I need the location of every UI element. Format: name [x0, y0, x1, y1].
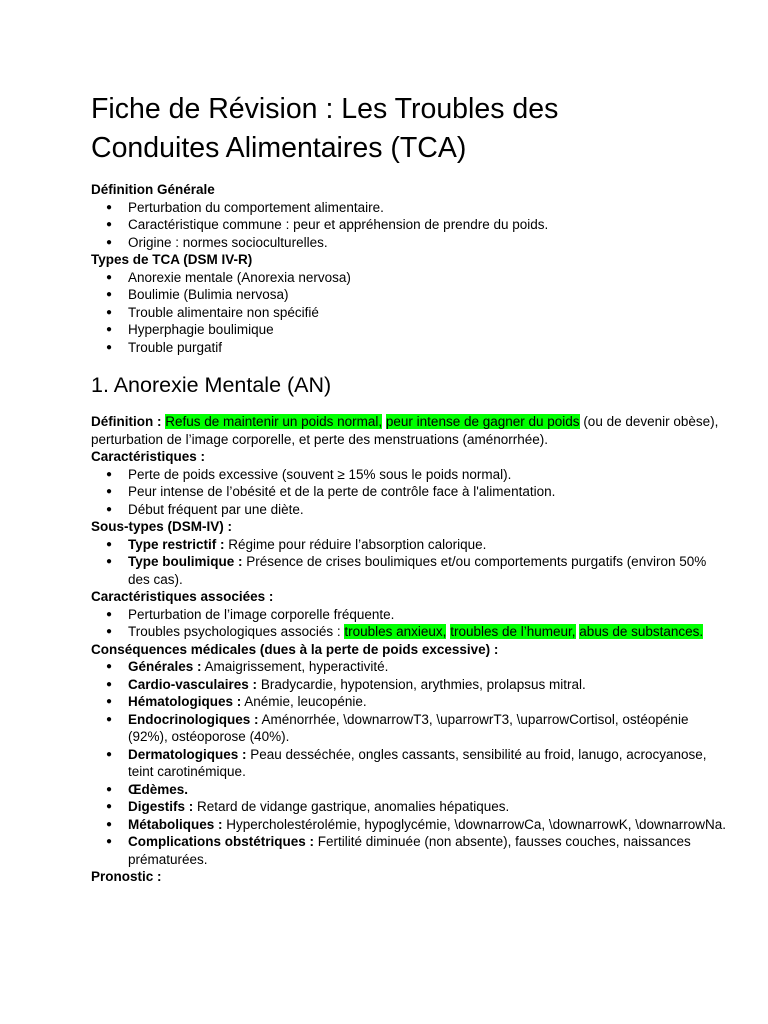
- bullet-icon: ●: [106, 219, 113, 230]
- bullet-icon: ●: [106, 486, 113, 497]
- bullet-icon: ●: [106, 324, 113, 335]
- bullet-icon: ●: [106, 289, 113, 300]
- list-item: ● Complications obstétriques : Fertilité diminuée (non absente), fausses couches, naissances prématurées.: [106, 834, 691, 867]
- bullet-icon: ●: [106, 678, 113, 690]
- list-item: ● Hyperphagie boulimique: [106, 322, 274, 337]
- list-item: ● Hématologiques : Anémie, leucopénie.: [106, 694, 367, 709]
- bullet-icon: ●: [106, 306, 113, 318]
- list-item: ● Perturbation de l’image corporelle fréquente.: [106, 606, 395, 622]
- list-item: ● Trouble alimentaire non spécifié: [106, 304, 319, 320]
- list-item: ● Métaboliques : Hypercholestérolémie, hypoglycémie, \downarrowCa, \downarrowK, \downarrowNa.: [106, 816, 726, 832]
- list-item: ● Type boulimique : Présence de crises boulimiques et/ou comportements purgatifs (environ 50% des cas).: [106, 554, 707, 587]
- section-anorexie-body: [91, 413, 731, 886]
- list-item: ● Digestifs : Retard de vidange gastrique, anomalies hépatiques.: [106, 799, 510, 814]
- list-item: ● Dermatologiques : Peau desséchée, ongles cassants, sensibilité au froid, lanugo, acrocyanose, teint carotinémique.: [106, 746, 707, 779]
- highlight: peur intense de gagner du poids: [385, 414, 580, 429]
- list-item: ● Endocrinologiques : Aménorrhée, \downarrowT3, \uparrowrT3, \uparrowCortisol, ostéopénie (92%), ostéoporose (40%).: [106, 711, 689, 744]
- types-tca-heading: Types de TCA (DSM IV-R): [91, 252, 253, 267]
- list-item: ● Début fréquent par une diète.: [106, 501, 304, 517]
- pronostic-heading: Pronostic :: [91, 869, 162, 884]
- definition-paragraph: Définition : Refus de maintenir un poids normal, peur intense de gagner du poids (ou de devenir obèse), perturbation de l’image corporelle, et perte des menstruations (aménorrhée).: [91, 414, 719, 447]
- list-item: ● Trouble purgatif: [106, 339, 223, 355]
- bullet-icon: ●: [106, 713, 113, 725]
- sous-types-list: [91, 536, 731, 589]
- list-item: ● Perturbation du comportement alimentaire.: [106, 199, 384, 215]
- consequences-heading: Conséquences médicales (dues à la perte de poids excessive) :: [91, 641, 499, 657]
- bullet-icon: ●: [106, 201, 113, 213]
- bullet-icon: ●: [106, 236, 113, 248]
- bullet-icon: ●: [106, 608, 113, 620]
- bullet-icon: ●: [106, 661, 113, 672]
- list-item: ● Générales : Amaigrissement, hyperactivité.: [106, 659, 389, 674]
- list-item: ● Origine : normes socioculturelles.: [106, 234, 328, 250]
- bullet-icon: ●: [106, 341, 113, 353]
- caracteristiques-list: [91, 466, 731, 519]
- list-item: ● Boulimie (Bulimia nervosa): [106, 287, 289, 302]
- page-title: Fiche de Révision : Les Troubles des Conduites Alimentaires (TCA): [91, 93, 559, 164]
- associees-heading: Caractéristiques associées :: [91, 589, 274, 604]
- sous-types-heading: Sous-types (DSM-IV) :: [91, 519, 233, 534]
- highlight: Refus de maintenir un poids normal,: [165, 414, 383, 429]
- bullet-icon: ●: [106, 836, 113, 847]
- caracteristiques-heading: Caractéristiques :: [91, 449, 206, 464]
- bullet-icon: ●: [106, 503, 113, 515]
- list-item: ● Cardio-vasculaires : Bradycardie, hypotension, arythmies, prolapsus mitral.: [106, 676, 586, 692]
- bullet-icon: ●: [106, 818, 113, 830]
- bullet-icon: ●: [106, 626, 113, 637]
- bullet-icon: ●: [106, 783, 113, 795]
- list-item: ● Peur intense de l’obésité et de la perte de contrôle face à l'alimentation.: [106, 484, 556, 499]
- definition-generale-list: [91, 199, 731, 252]
- bullet-icon: ●: [106, 538, 113, 550]
- consequences-list: [91, 658, 731, 868]
- bullet-icon: ●: [106, 556, 113, 567]
- list-item: ● Caractéristique commune : peur et appréhension de prendre du poids.: [106, 217, 549, 232]
- bullet-icon: ●: [106, 748, 113, 760]
- section-heading-anorexie: 1. Anorexie Mentale (AN): [91, 373, 332, 397]
- highlight: troubles anxieux,: [344, 624, 447, 639]
- highlight: troubles de l’humeur,: [450, 624, 576, 639]
- associees-list: [91, 606, 731, 641]
- list-item: ● Type restrictif : Régime pour réduire l’absorption calorique.: [106, 536, 487, 552]
- intro-block: [91, 181, 731, 356]
- bullet-icon: ●: [106, 801, 113, 812]
- bullet-icon: ●: [106, 696, 113, 707]
- definition-generale-heading: Définition Générale: [91, 182, 215, 197]
- types-tca-list: [91, 269, 731, 357]
- bullet-icon: ●: [106, 468, 113, 480]
- highlight: abus de substances.: [579, 624, 704, 639]
- list-item: ● Anorexie mentale (Anorexia nervosa): [106, 269, 351, 285]
- list-item: ● Œdèmes.: [106, 781, 189, 797]
- bullet-icon: ●: [106, 271, 113, 283]
- list-item: ● Perte de poids excessive (souvent ≥ 15% sous le poids normal).: [106, 466, 512, 482]
- list-item: ● Troubles psychologiques associés : troubles anxieux, troubles de l’humeur, abus de substances.: [106, 624, 704, 639]
